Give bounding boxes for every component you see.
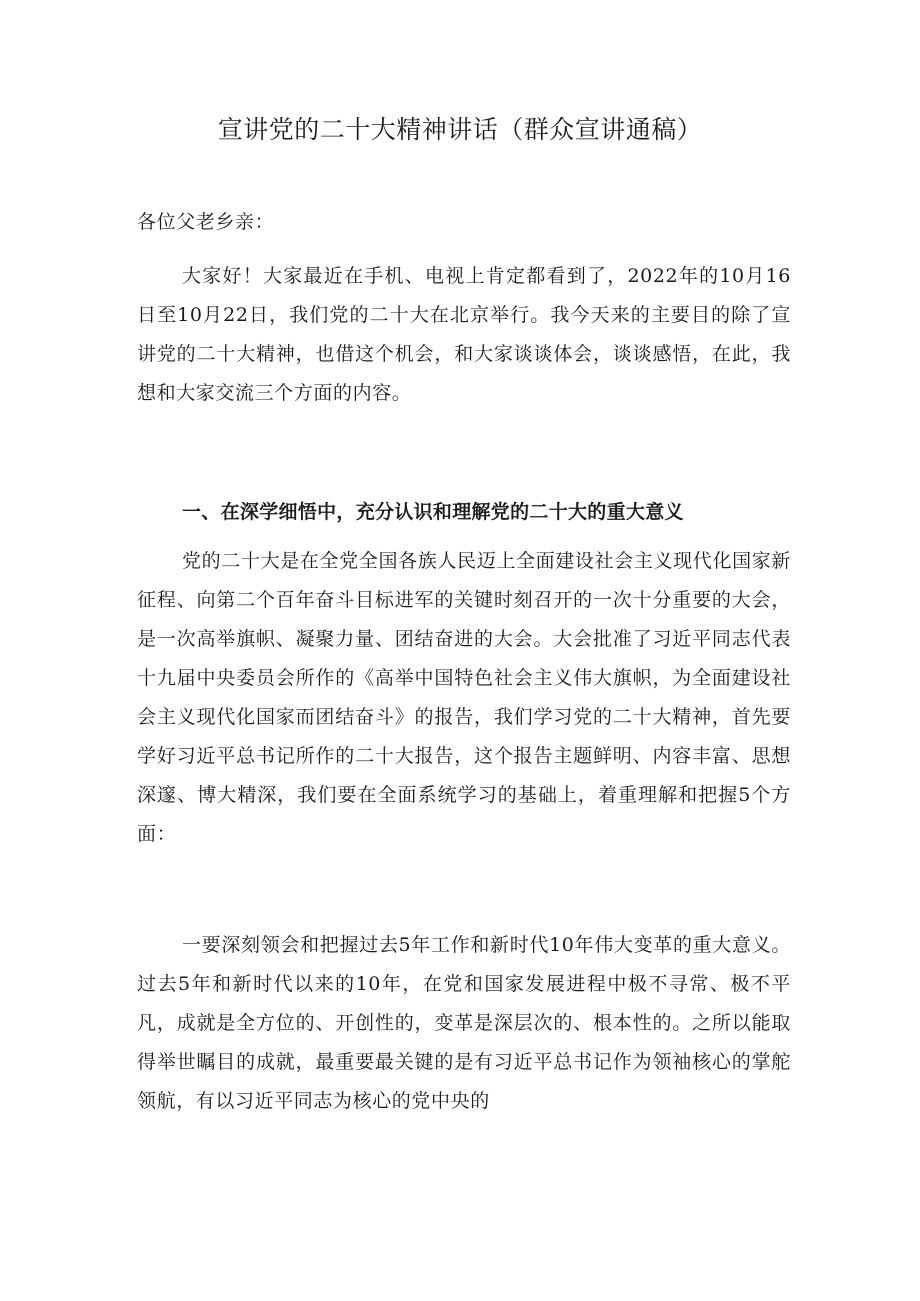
document-title: 宣讲党的二十大精神讲话（群众宣讲通稿）: [217, 115, 703, 144]
greeting: 各位父老乡亲：: [137, 211, 275, 233]
section-1-paragraph-1: 党的二十大是在全党全国各族人民迈上全面建设社会主义现代化国家新征程、向第二个百年奋斗目标进军的关键时刻召开的一次十分重要的大会，是一次高举旗帜、凝聚力量、团结奋进的大会。大会批准了习近平同志代表十九届中央委员会所作的《高举中国特色社会主义伟大旗帜，为全面建设社会主义现代化国家而团结奋斗》的报告，我们学习党的二十大精神，首先要学好习近平总书记所作的二十大报告，这个报告主题鲜明、内容丰富、思想深邃、博大精深，我们要在全面系统学习的基础上，着重理解和把握5个方面：: [137, 550, 791, 845]
section-1-paragraph-2: 一要深刻领会和把握过去5年工作和新时代10年伟大变革的重大意义。过去5年和新时代以来的10年，在党和国家发展进程中极不寻常、极不平凡，成就是全方位的、开创性的，变革是深层次的、根本性的。之所以能取得举世瞩目的成就，最重要最关键的是有习近平总书记作为领袖核心的掌舵领航，有以习近平同志为核心的党中央的: [137, 934, 791, 1112]
section-1-heading: 一、在深学细悟中，充分认识和理解党的二十大的重大意义: [182, 501, 684, 523]
intro-paragraph: 大家好！大家最近在手机、电视上肯定都看到了，2022年的10月16日至10月22日，我们党的二十大在北京举行。我今天来的主要目的除了宣讲党的二十大精神，也借这个机会，和大家谈谈体会，谈谈感悟，在此，我想和大家交流三个方面的内容。: [137, 265, 791, 404]
